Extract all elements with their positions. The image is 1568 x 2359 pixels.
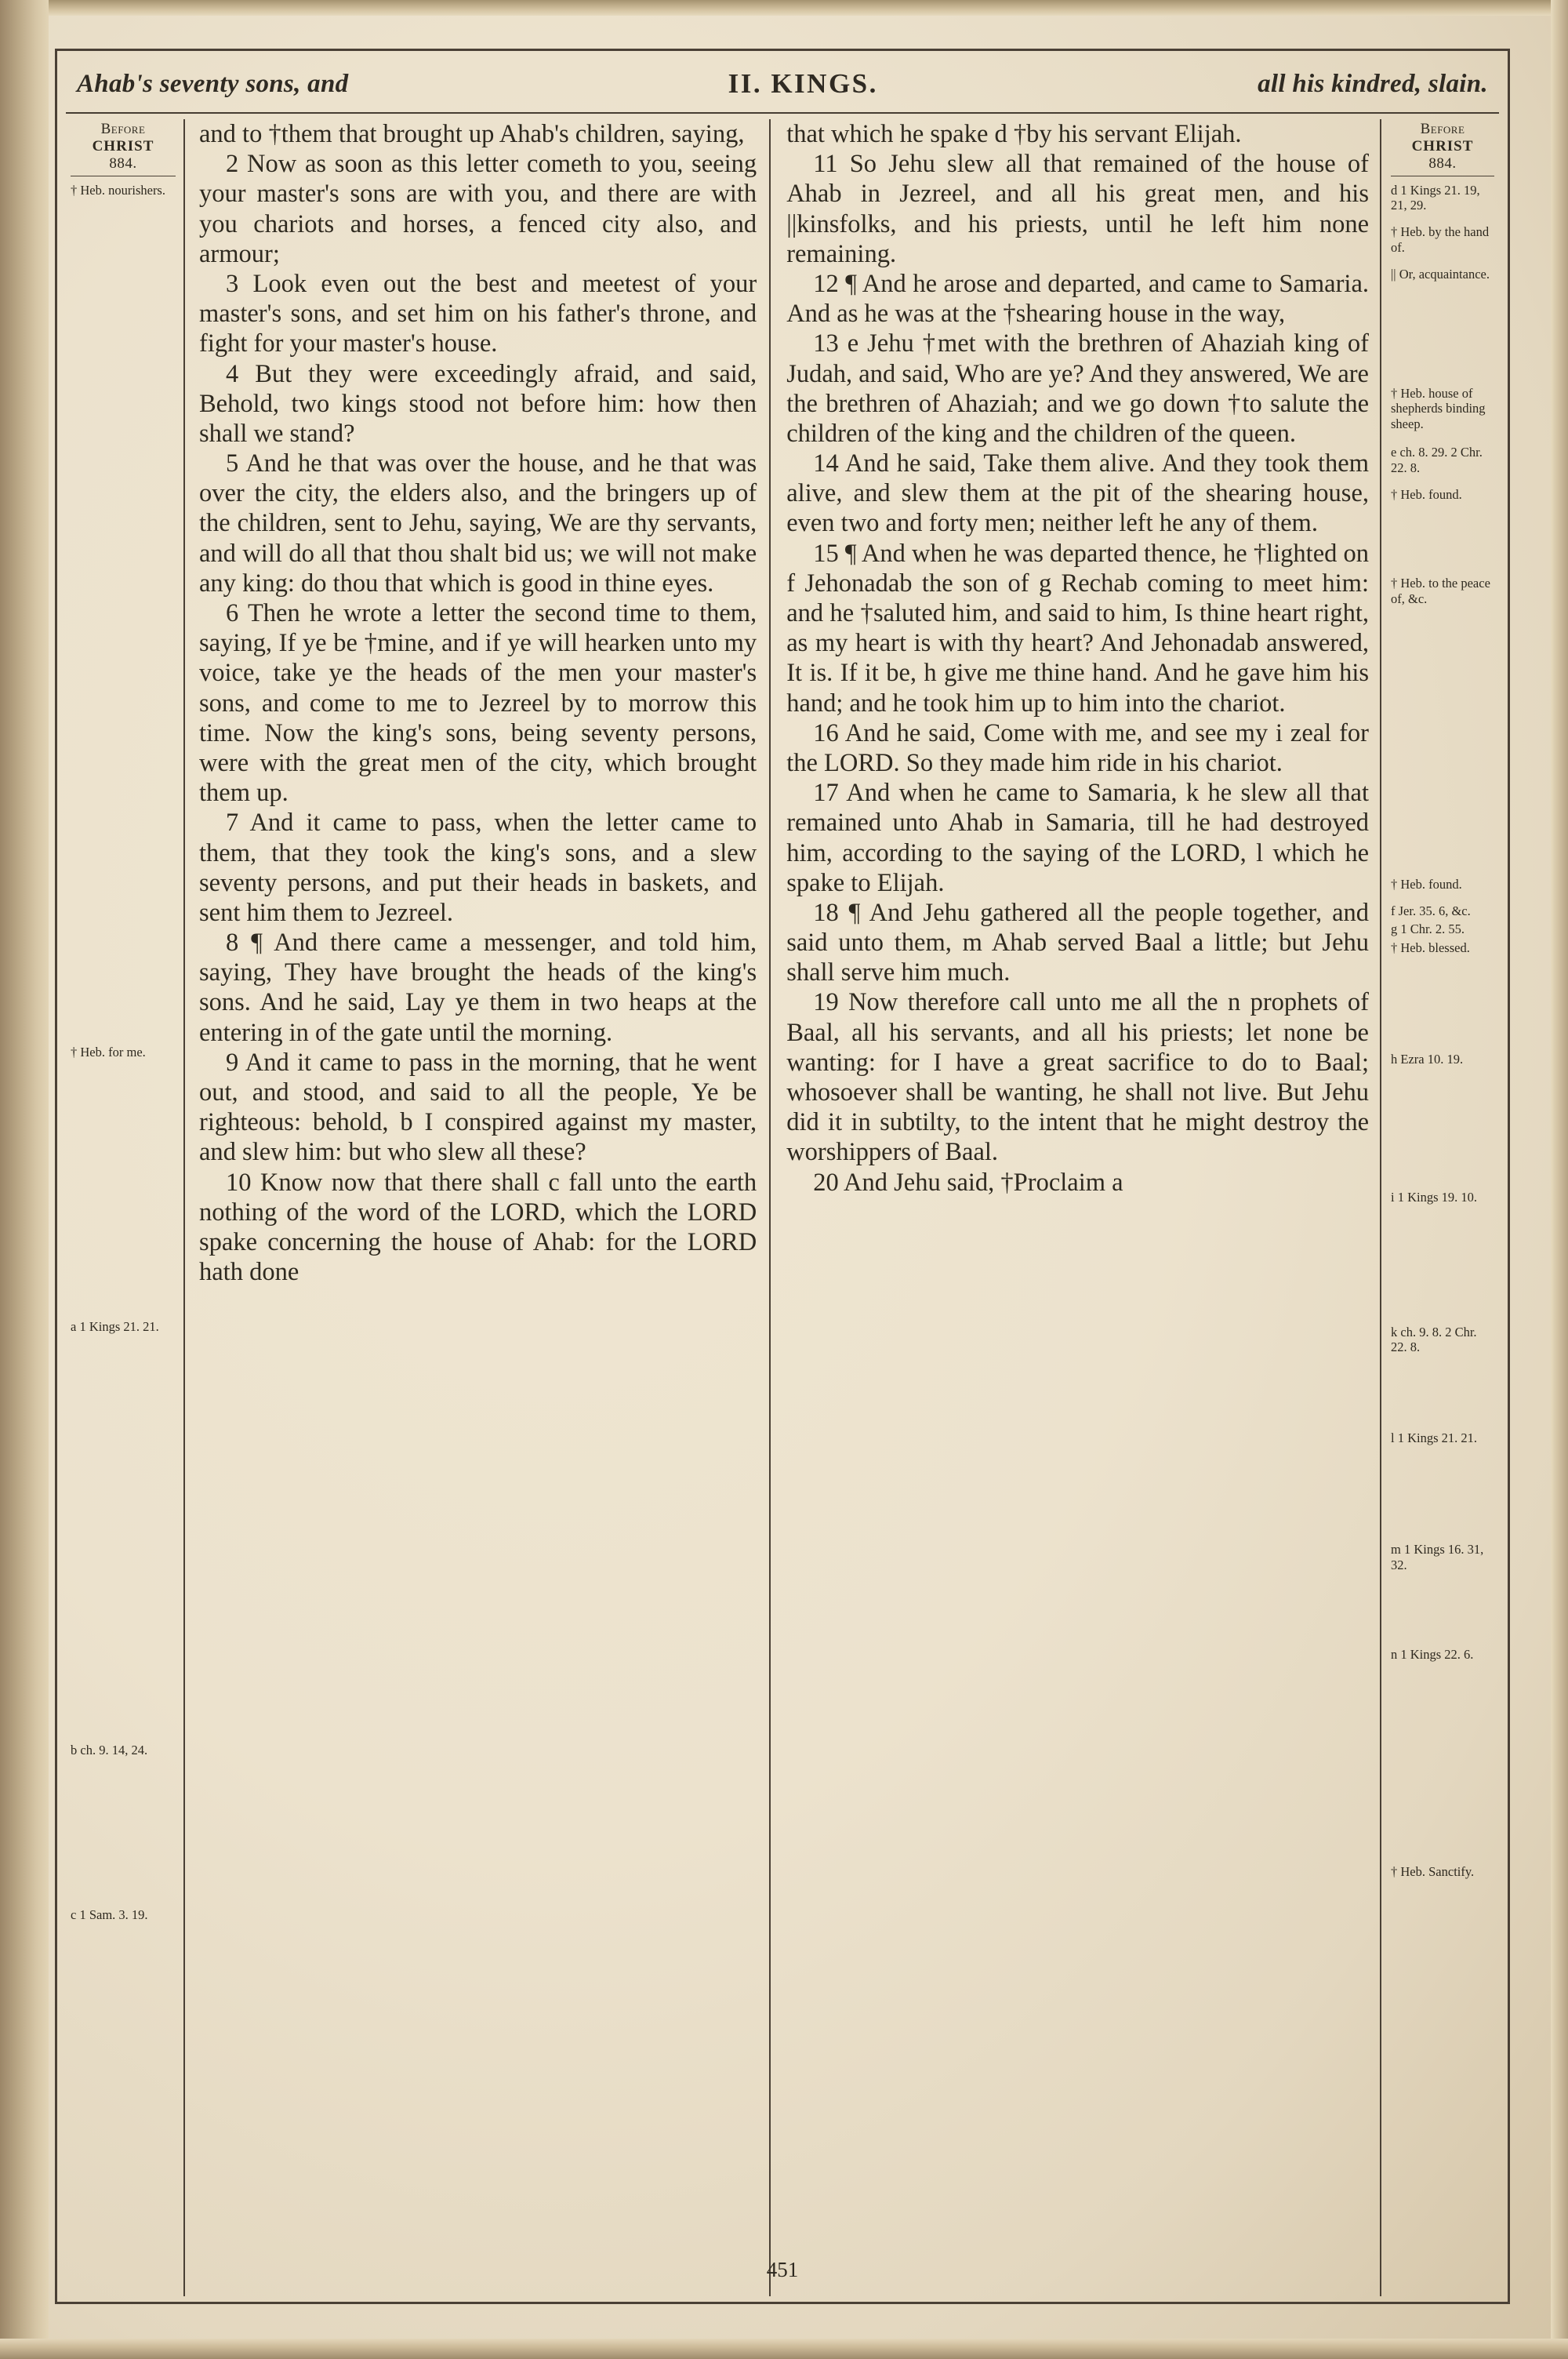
verse-paragraph: 2 Now as soon as this letter cometh to you, seeing your master's sons are with you, and there are with you chariots and horses, a fenced city also, and armour;: [199, 150, 757, 268]
margin-note: k ch. 9. 8. 2 Chr. 22. 8.: [1391, 1324, 1477, 1355]
verse-paragraph: 6 Then he wrote a letter the second time to them, saying, If ye be †mine, and if ye will hearken unto my voice, take ye the heads of the men your master's sons, and come to me to Jezreel by to morrow this time. Now the king's sons, being seventy persons, were with the great men of the city, which brought them up.: [199, 599, 757, 808]
margin-note: m 1 Kings 16. 31, 32.: [1391, 1542, 1484, 1572]
margin-note: || Or, acquaintance.: [1391, 266, 1490, 282]
chronology-line-1: Before: [100, 121, 146, 137]
right-margin-column: [1381, 119, 1499, 2296]
margin-note: h Ezra 10. 19.: [1391, 1052, 1464, 1067]
margin-note: † Heb. Sanctify.: [1391, 1864, 1475, 1880]
verse-paragraph: 11 So Jehu slew all that remained of the house of Ahab in Jezreel, and all his great men, and his ||kinsfolks, and his priests, until he left him none remaining.: [786, 150, 1369, 268]
margin-note: b ch. 9. 14, 24.: [71, 1742, 148, 1757]
verse-paragraph: 7 And it came to pass, when the letter came to them, that they took the king's sons, and a slew seventy persons, and put their heads in baskets, and sent him them to Jezreel.: [199, 809, 757, 927]
verse-paragraph: 8 ¶ And there came a messenger, and told him, saying, They have brought the heads of the king's sons. And he said, Lay ye them in two heaps at the entering in of the gate until the morning.: [199, 929, 757, 1047]
left-chronology-block: [71, 121, 176, 176]
verse-paragraph: 4 But they were exceedingly afraid, and said, Behold, two kings stood not before him: how then shall we stand?: [199, 359, 757, 448]
verse-paragraph: 19 Now therefore call unto me all the n prophets of Baal, all his servants, and all his priests; let none be wanting: for I have a great sacrifice to do to Baal; whosoever shall be wanting, he shall not live. But Jehu did it in subtilty, to the intent that he might destroy the worshippers of Baal.: [786, 988, 1369, 1167]
verse-paragraph: 14 And he said, Take them alive. And they took them alive, and slew them at the pit of the shearing house, even two and forty men; neither left he any of them.: [786, 449, 1369, 538]
chronology-line-1: Before: [1420, 121, 1465, 137]
margin-note: † Heb. found.: [1391, 876, 1462, 892]
page-edge-top: [0, 0, 1568, 16]
page-number: 451: [766, 2258, 799, 2281]
verse-paragraph: that which he spake d †by his servant Elijah.: [786, 120, 1242, 148]
book-title: II. KINGS.: [728, 68, 878, 99]
chronology-line-2: CHRIST: [1411, 137, 1474, 154]
verse-paragraph: 20 And Jehu said, †Proclaim a: [813, 1168, 1123, 1197]
margin-note: f Jer. 35. 6, &c.: [1391, 903, 1471, 918]
margin-note: l 1 Kings 21. 21.: [1391, 1430, 1478, 1446]
verse-paragraph: 13 e Jehu †met with the brethren of Ahaziah king of Judah, and said, Who are ye? And they answered, We are the brethren of Ahaziah; and we go down †to salute the children of the king and the children of the queen.: [786, 329, 1369, 448]
verse-paragraph: 10 Know now that there shall c fall unto the earth nothing of the word of the LORD, which the LORD spake concerning the house of Ahab: for the LORD hath done: [199, 1168, 757, 1287]
page-edge-right: [1551, 0, 1568, 2359]
chronology-line-3: 884.: [1428, 154, 1457, 172]
verse-paragraph: 9 And it came to pass in the morning, that he went out, and stood, and said to all the people, Ye be righteous: behold, b I conspired against my master, and slew him: but who slew all these?: [199, 1048, 757, 1167]
verse-paragraph: 16 And he said, Come with me, and see my i zeal for the LORD. So they made him ride in his chariot.: [786, 718, 1369, 777]
margin-note: g 1 Chr. 2. 55.: [1391, 921, 1465, 937]
margin-note: † Heb. for me.: [71, 1045, 146, 1060]
verse-paragraph: and to †them that brought up Ahab's children, saying,: [199, 120, 745, 148]
margin-note: i 1 Kings 19. 10.: [1391, 1189, 1478, 1205]
page-body: [66, 119, 1499, 2296]
margin-note: † Heb. by the hand of.: [1391, 224, 1490, 255]
right-chronology-block: [1391, 121, 1494, 176]
verse-paragraph: 12 ¶ And he arose and departed, and came to Samaria. And as he was at the †shearing house in the way,: [786, 269, 1369, 329]
margin-note: † Heb. house of shepherds binding sheep.: [1391, 385, 1486, 432]
scripture-column-left: [185, 119, 769, 2296]
verse-paragraph: 15 ¶ And when he was departed thence, he †lighted on f Jehonadab the son of g Rechab coming to meet him: and he †saluted him, and said to him, Is thine heart right, as my heart is with thy heart? And Jehonadab answered, It is. If it be, h give me thine hand. And he gave him his hand; and he took him up to him into the chariot.: [786, 539, 1369, 718]
running-header-left: Ahab's seventy sons, and: [77, 69, 349, 98]
margin-note: † Heb. nourishers.: [71, 182, 165, 198]
chronology-line-2: CHRIST: [92, 137, 154, 154]
page-edge-left: [0, 0, 49, 2359]
running-header-right: all his kindred, slain.: [1258, 69, 1488, 98]
margin-note: † Heb. found.: [1391, 486, 1462, 502]
verse-paragraph: 3 Look even out the best and meetest of your master's sons, and set him on his father's throne, and fight for your master's house.: [199, 269, 757, 358]
page-edge-bottom: [0, 2339, 1568, 2359]
chronology-line-3: 884.: [109, 154, 137, 172]
verse-paragraph: 5 And he that was over the house, and he that was over the city, the elders also, and the bringers up of the children, sent to Jehu, saying, We are thy servants, and will do all that thou shalt bid us; we will not make any king: do thou that which is good in thine eyes.: [199, 449, 757, 598]
margin-note: d 1 Kings 21. 19, 21, 29.: [1391, 182, 1480, 213]
margin-note: † Heb. blessed.: [1391, 940, 1470, 956]
verse-paragraph: 17 And when he came to Samaria, k he slew all that remained unto Ahab in Samaria, till he had destroyed him, according to the saying of the LORD, l which he spake to Elijah.: [786, 779, 1369, 897]
scripture-column-right: [771, 119, 1380, 2296]
header-rule: [66, 112, 1499, 114]
margin-note: c 1 Sam. 3. 19.: [71, 1906, 148, 1922]
margin-note: e ch. 8. 29. 2 Chr. 22. 8.: [1391, 444, 1483, 475]
margin-note: † Heb. to the peace of, &c.: [1391, 576, 1490, 607]
left-margin-column: [66, 119, 183, 2296]
verse-paragraph: 18 ¶ And Jehu gathered all the people together, and said unto them, m Ahab served Baal a little; but Jehu shall serve him much.: [786, 898, 1369, 987]
margin-note: a 1 Kings 21. 21.: [71, 1319, 159, 1335]
running-header: [66, 58, 1499, 110]
margin-note: n 1 Kings 22. 6.: [1391, 1646, 1474, 1662]
